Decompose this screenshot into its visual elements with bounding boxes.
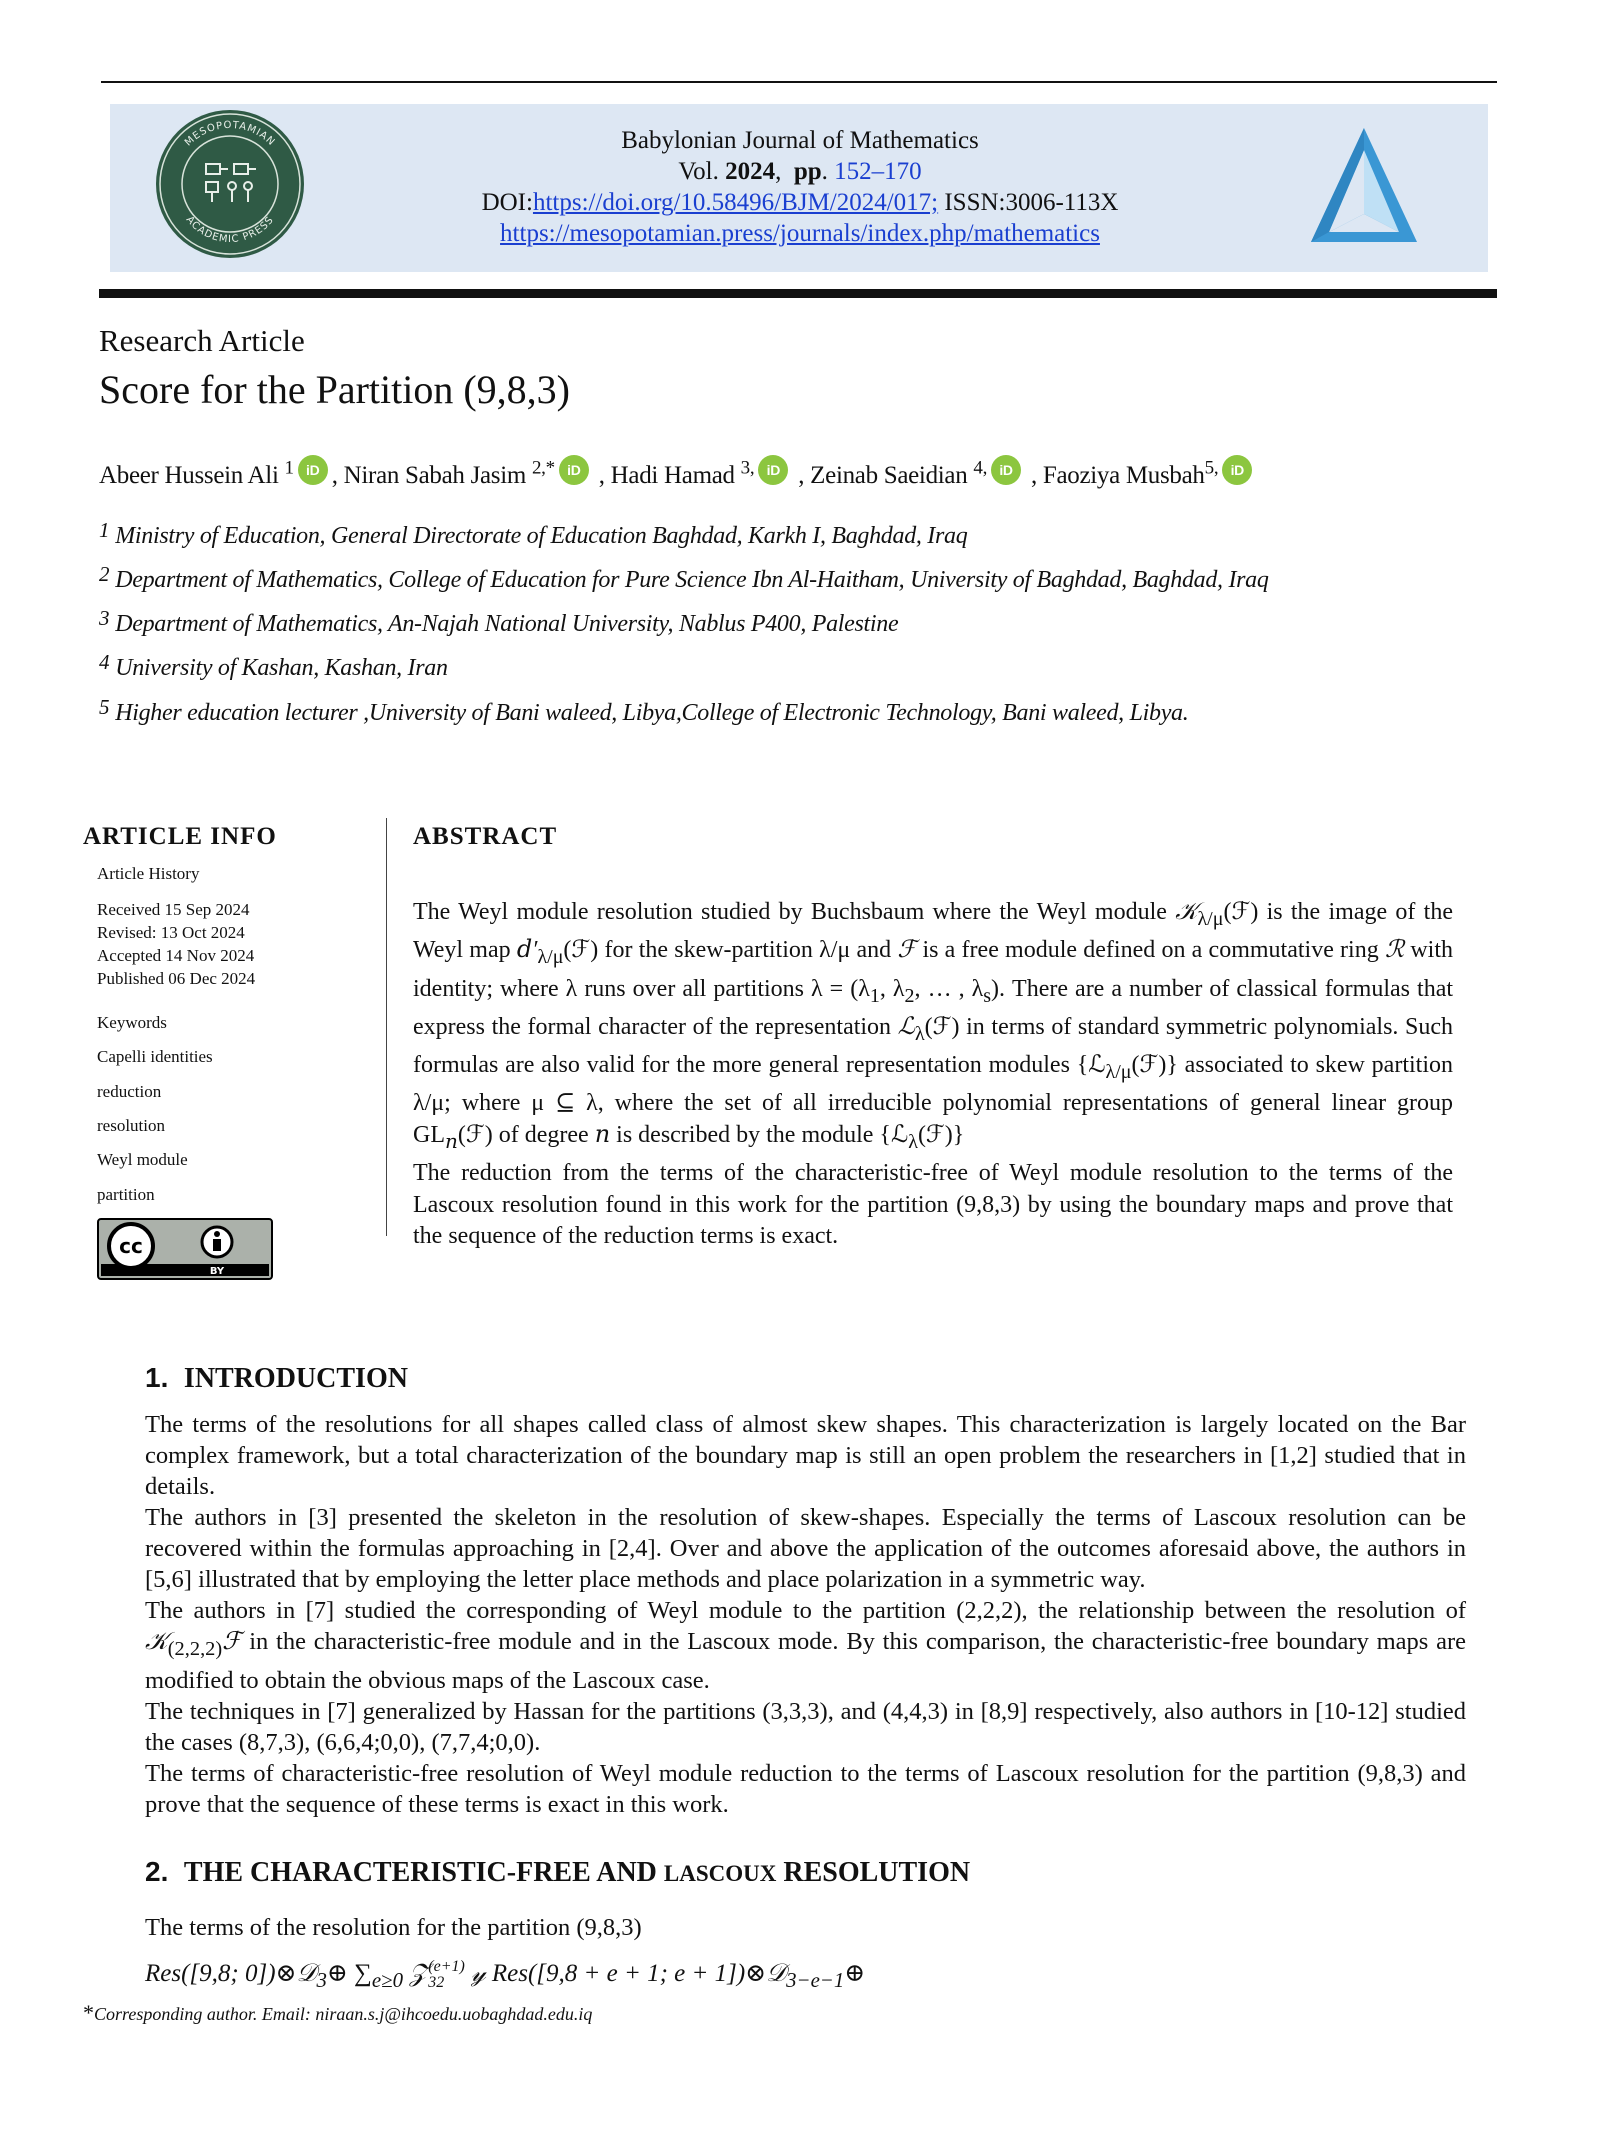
journal-url-line	[300, 218, 1300, 249]
resolution-equation	[145, 1958, 865, 1993]
journal-pyramid-logo-icon	[1305, 124, 1423, 252]
orcid-icon[interactable]: iD	[559, 455, 589, 485]
volume-label: Vol.	[678, 158, 726, 185]
doi-label: DOI:	[481, 189, 533, 216]
issn: ISSN:3006-113X	[938, 189, 1119, 216]
journal-name: Babylonian Journal of Mathematics	[621, 127, 979, 154]
article-title: Score for the Partition (9,8,3)	[99, 367, 570, 412]
footnote-mark: *	[83, 2000, 94, 2025]
equation-subscript: 32	[428, 1974, 445, 1992]
math-symbol: ℱ	[222, 1628, 242, 1655]
journal-url-link[interactable]: https://mesopotamian.press/journals/index.php/mathematics	[500, 220, 1100, 247]
affiliation-text: University of Kashan, Kashan, Iran	[115, 655, 448, 681]
license-by-label: BY	[209, 1266, 225, 1277]
keywords-label: Keywords	[97, 1013, 167, 1032]
introduction-body	[145, 1409, 1466, 1820]
section-title: RESOLUTION	[776, 1857, 971, 1888]
paragraph: The terms of characteristic-free resolution of Weyl module reduction to the terms of Lascoux resolution for the partition (9,8,3) and prove that the sequence of these terms is exact in this work.	[145, 1759, 1466, 1818]
affiliation-number: 4	[99, 650, 110, 674]
top-rule	[101, 81, 1497, 83]
math-subscript: 2	[904, 984, 915, 1007]
keyword-item: Weyl module	[97, 1150, 188, 1169]
affiliation-3	[99, 606, 898, 638]
abstract-text: is a free module defined on a commutative ring	[916, 937, 1385, 964]
math-subscript: (2,2,2)	[167, 1637, 223, 1660]
math-subscript: s	[983, 984, 992, 1007]
equation-part: ⊕	[844, 1960, 866, 1987]
section-1-heading	[145, 1362, 408, 1395]
math-subscript: λ/μ	[537, 946, 564, 969]
received-date: Received 15 Sep 2024	[97, 900, 250, 919]
keyword-item: partition	[97, 1185, 155, 1204]
paragraph: The authors in [3] presented the skeleton in the resolution of skew-shapes. Especially the terms of Lascoux resolution can be recovered within the formulas approaching in [2,4]. Over and above the application of the outcomes aforesaid above, the authors in [5,6] illustrated that by employing the letter place methods and place polarization in a symmetric way.	[145, 1504, 1466, 1593]
section-title: THE CHARACTERISTIC-FREE AND	[183, 1857, 664, 1888]
logo-top-text: MESOPOTAMIAN	[182, 119, 278, 149]
author-3-sup: 3,	[740, 457, 755, 479]
equation-subscript: e≥0	[371, 1968, 403, 1992]
abstract-body	[413, 897, 1453, 1253]
keyword-item: Capelli identities	[97, 1047, 213, 1066]
abstract-paragraph-2: The reduction from the terms of the characteristic-free of Weyl module resolution to the terms of the Lascoux resolution found in this work for the partition (9,8,3) by using the boundary maps and prove that the sequence of the reduction terms is exact.	[413, 1160, 1453, 1250]
doi-link[interactable]: https://doi.org/10.58496/BJM/2024/017;	[532, 189, 939, 216]
author-5-sup: 5,	[1204, 457, 1219, 479]
abstract-text: ). There are a number of classical formulas that express the formal character of the representation	[413, 975, 1454, 1040]
published-date: Published 06 Dec 2024	[97, 969, 256, 988]
affiliation-text: Ministry of Education, General Directorate of Education Baghdad, Karkh I, Baghdad, Iraq	[115, 523, 968, 549]
orcid-icon[interactable]: iD	[1222, 455, 1252, 485]
equation-part: Res([9,8; 0])⊗𝒟	[145, 1960, 317, 1987]
page-range: 152–170	[834, 158, 922, 185]
cc-icon: cc	[119, 1234, 143, 1258]
mesopotamian-press-logo-icon	[152, 106, 308, 262]
section-title: INTRODUCTION	[183, 1363, 408, 1394]
math-subscript: 𝑛	[445, 1130, 458, 1153]
cc-by-license-badge[interactable]	[97, 1218, 273, 1280]
footnote-text: Corresponding author. Email: niraan.s.j@ihcoedu.uobaghdad.edu.iq	[94, 2004, 593, 2024]
accepted-date: Accepted 14 Nov 2024	[97, 946, 255, 965]
author-list	[99, 455, 1256, 490]
affiliation-1	[99, 518, 967, 550]
article-type: Research Article	[99, 323, 305, 358]
abstract-text: The Weyl module resolution studied by Buchsbaum where the Weyl module	[413, 899, 1176, 925]
abstract-text: is described by the module {ℒ	[610, 1121, 909, 1148]
doi-line	[300, 187, 1300, 218]
section-title-smallcaps: LASCOUX	[663, 1861, 777, 1886]
keyword-item: resolution	[97, 1116, 165, 1135]
math-symbol: 𝑑′	[516, 937, 538, 964]
affiliation-text: Higher education lecturer ,University of Bani waleed, Libya,College of Electronic Technology, Bani waleed, Libya.	[115, 700, 1189, 726]
abstract-text: , … , λ	[914, 975, 984, 1002]
author-3-name: , Hadi Hamad	[592, 462, 741, 489]
abstract-text: (ℱ) for the skew-partition λ/μ and	[563, 937, 898, 964]
author-1-name: Abeer Hussein Ali	[99, 462, 285, 489]
math-symbol: 𝒦	[145, 1628, 168, 1655]
paragraph-text: in the characteristic-free module and in the Lascoux mode. By this comparison, the characteristic-free boundary maps are modified to obtain the obvious maps of the Lascoux case.	[145, 1628, 1466, 1694]
section-2-heading	[145, 1856, 970, 1889]
abstract-text: , λ	[879, 975, 905, 1002]
abstract-paragraph-1	[413, 897, 1453, 1158]
affiliation-4	[99, 650, 448, 682]
math-symbol: ℱ	[897, 937, 917, 964]
section-number: 1.	[145, 1362, 169, 1393]
volume-year: 2024	[725, 158, 776, 185]
affiliation-5	[99, 695, 1188, 727]
orcid-icon[interactable]: iD	[991, 455, 1021, 485]
abstract-text: (ℱ)} associated to skew partition λ/μ; where μ ⊆ λ, where the set of all irreducible polynomial representations of general linear group GL	[413, 1052, 1454, 1148]
equation-subscript: 3	[316, 1968, 327, 1992]
person-icon	[214, 1231, 220, 1237]
article-info-heading: ARTICLE INFO	[83, 823, 277, 850]
author-2-sup: 2,*	[531, 457, 555, 479]
math-symbol: 𝑛	[594, 1121, 611, 1148]
math-symbol: ℛ	[1384, 937, 1405, 964]
section-2-intro: The terms of the resolution for the partition (9,8,3)	[145, 1914, 642, 1941]
math-symbol: ℒ	[897, 1013, 915, 1040]
paragraph-text: The authors in [7] studied the corresponding of Weyl module to the partition (2,2,2), the relationship between the resolution of	[145, 1597, 1466, 1624]
math-subscript: λ/μ	[1105, 1060, 1132, 1083]
equation-part: 𝒵	[402, 1960, 429, 1987]
abstract-heading: ABSTRACT	[413, 823, 558, 850]
paragraph: The terms of the resolutions for all shapes called class of almost skew shapes. This characterization is largely located on the Bar complex framework, but a total characterization of the boundary map is still an open problem the researchers in [1,2] studied that in details.	[145, 1411, 1466, 1500]
affiliation-number: 2	[99, 562, 110, 586]
affiliation-text: Department of Mathematics, College of Education for Pure Science Ibn Al-Haitham, University of Baghdad, Baghdad, Iraq	[115, 567, 1269, 593]
paragraph	[145, 1595, 1466, 1696]
abstract-text: (ℱ) is the image of the Weyl map	[413, 899, 1453, 964]
equation-part: ⊕ ∑	[326, 1960, 372, 1987]
volume-pages: Vol. 2024, pp. 152–170	[678, 158, 922, 185]
affiliation-number: 1	[99, 518, 110, 542]
equation-superscript: (e+1)	[428, 1958, 465, 1976]
author-4-name: , Zeinab Saeidian	[792, 462, 974, 489]
affiliation-text: Department of Mathematics, An-Najah National University, Nablus P400, Palestine	[115, 611, 899, 637]
pages-label: pp	[793, 158, 822, 185]
paragraph: The techniques in [7] generalized by Hassan for the partitions (3,3,3), and (4,4,3) in [8,9] respectively, also authors in [10-12] studied the cases (8,7,3), (6,6,4;0,0), (7,7,4;0,0).	[145, 1697, 1466, 1756]
affiliation-number: 5	[99, 695, 110, 719]
author-1-sup: 1	[284, 457, 294, 479]
abstract-text: (ℱ) of degree	[457, 1121, 595, 1148]
equation-subscript: 3−e−1	[786, 1968, 845, 1992]
abstract-text: (ℱ)}	[917, 1121, 965, 1148]
article-history-label: Article History	[97, 864, 200, 883]
header-bottom-rule	[99, 289, 1497, 298]
keyword-item: reduction	[97, 1082, 162, 1101]
affiliation-number: 3	[99, 606, 110, 630]
math-subscript: 1	[869, 984, 880, 1007]
math-subscript: λ	[914, 1022, 925, 1045]
abstract-text: (ℱ) in terms of standard symmetric polynomials. Such formulas are also valid for the more general representation modules {ℒ	[413, 1013, 1454, 1079]
equation-part: 𝓎 Res([9,8 + e + 1; e + 1])⊗𝒟	[464, 1960, 787, 1987]
revised-date: Revised: 13 Oct 2024	[97, 923, 245, 942]
author-5-name: , Faoziya Musbah	[1025, 462, 1205, 489]
orcid-icon[interactable]: iD	[758, 455, 788, 485]
affiliation-2	[99, 562, 1269, 594]
logo-bottom-text: ACADEMIC PRESS	[183, 214, 277, 246]
column-divider	[386, 818, 387, 1236]
math-subscript: λ	[908, 1130, 918, 1153]
math-subscript: λ/μ	[1197, 907, 1224, 930]
orcid-icon[interactable]: iD	[298, 455, 328, 485]
corresponding-author-footnote	[83, 2000, 592, 2026]
section-number: 2.	[145, 1856, 169, 1887]
abstract-text: with identity; where λ runs over all partitions λ = (λ	[413, 937, 1453, 1002]
math-symbol: 𝒦	[1175, 899, 1198, 925]
author-4-sup: 4,	[973, 457, 988, 479]
author-2-name: , Niran Sabah Jasim	[331, 462, 532, 489]
